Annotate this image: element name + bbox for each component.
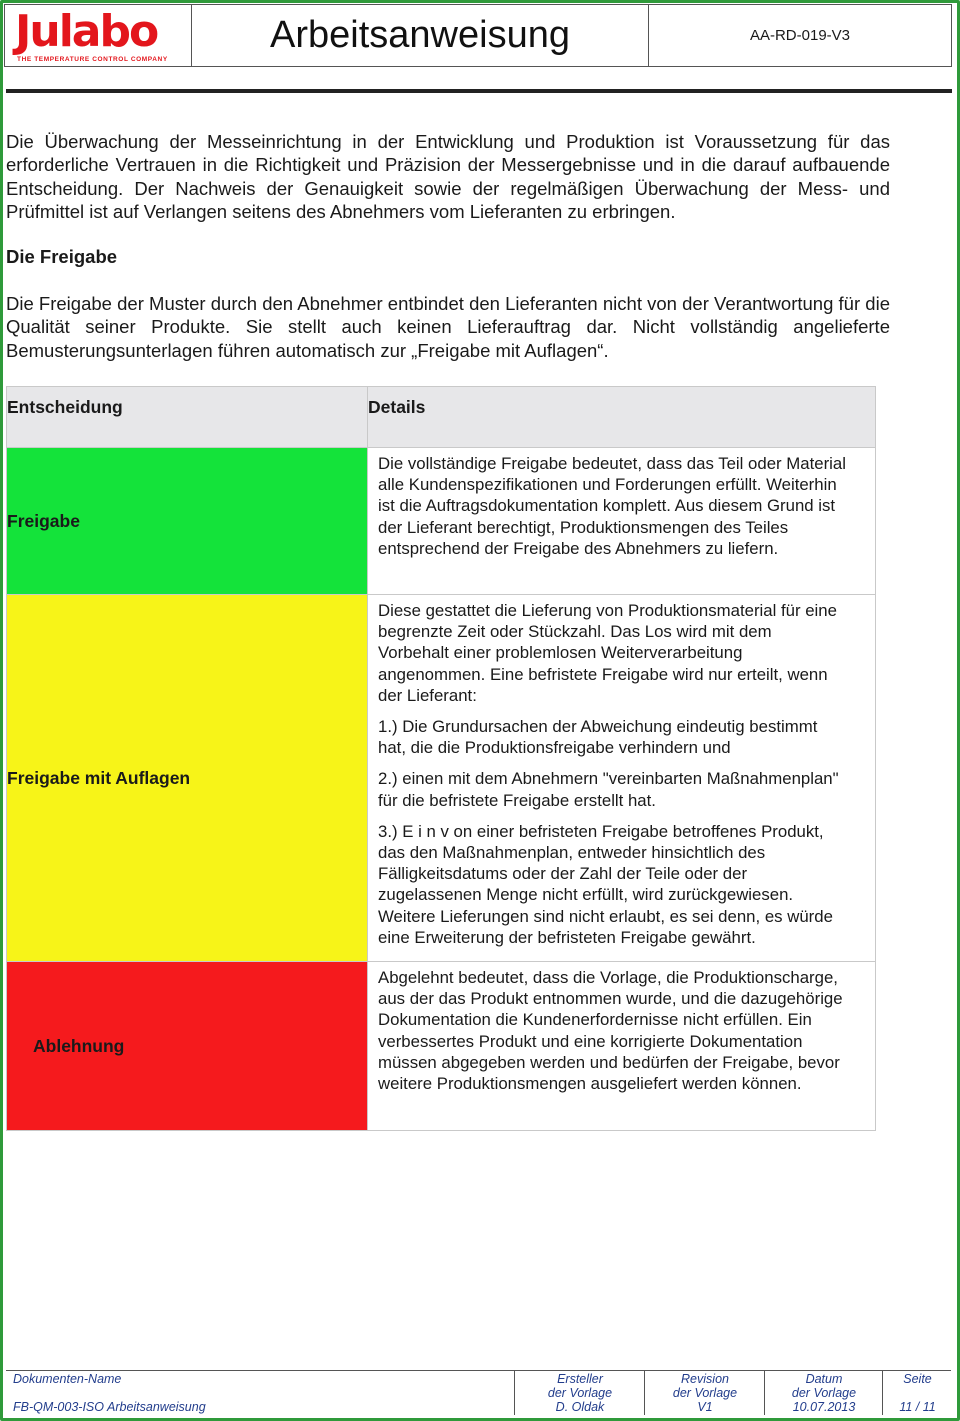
details-text: 1.) Die Grundursachen der Abweichung eindeutig bestimmt hat, die die Produktionsfreigabe verhindern und — [378, 717, 818, 758]
col-header-decision: Entscheidung — [7, 387, 368, 448]
table-row — [7, 595, 876, 962]
details-cell — [368, 448, 876, 595]
details-text: Die vollständige Freigabe bedeutet, dass das Teil oder Material alle Kundenspezifikationen und Forderungen erfüllt. Weiterhin ist die Auftragsdokumentation komplett. Aus diesem Grund ist der Lieferant berechtigt, Produktionsmengen des Teiles entsprechend der Freigabe des Abnehmers zu liefern. — [378, 454, 846, 558]
table-row — [7, 962, 876, 1131]
decision-cell-release: Freigabe — [7, 448, 368, 595]
details-cell — [368, 595, 876, 962]
footer-date: Datum der Vorlage 10.07.2013 — [764, 1371, 883, 1415]
header-divider — [6, 89, 952, 93]
details-text: Diese gestattet die Lieferung von Produktionsmaterial für eine begrenzte Zeit oder Stückzahl. Das Los wird mit dem Vorbehalt einer problemlosen Weiterverarbeitung angenommen. Eine befristete Freigabe wird nur erteilt, wenn der Lieferant: — [378, 601, 837, 705]
intro-paragraph: Die Überwachung der Messeinrichtung in der Entwicklung und Produktion ist Voraussetzung für das erforderliche Vertrauen in die Richtigkeit und Präzision der Messergebnisse und in die darauf aufbauende Entscheidung. Der Nachweis der Genauigkeit sowie der regelmäßigen Überwachung der Mess- und Prüfmittel ist auf Verlangen seitens des Abnehmers vom Lieferanten zu erbringen. — [6, 131, 890, 223]
section-heading: Die Freigabe — [6, 246, 118, 267]
table-row — [7, 448, 876, 595]
document-header — [4, 4, 952, 67]
logo-wordmark: Julabo — [15, 6, 158, 57]
footer-page: Seite 11 / 11 — [882, 1371, 952, 1415]
decision-table — [6, 386, 876, 1131]
details-cell — [368, 962, 876, 1131]
document-title: Arbeitsanweisung — [192, 5, 649, 66]
details-text: Abgelehnt bedeutet, dass die Vorlage, die Produktionscharge, aus der das Produkt entnommen wurde, und die dazugehörige Dokumentation die Kundenerfordernisse nicht erfüllen. Ein verbessertes Produkt und eine korrigierte Dokumentation müssen abgegeben werden und bedürfen der Freigabe, bevor weitere Produktionsmengen ausgeliefert werden können. — [378, 968, 843, 1094]
footer-author: Ersteller der Vorlage D. Oldak — [514, 1371, 645, 1415]
logo-tagline: THE TEMPERATURE CONTROL COMPANY — [17, 56, 168, 63]
footer-revision: Revision der Vorlage V1 — [644, 1371, 765, 1415]
document-footer — [6, 1370, 951, 1415]
table-header-row — [7, 387, 876, 448]
company-logo — [5, 5, 192, 66]
decision-cell-rejection: Ablehnung — [7, 962, 368, 1131]
footer-doc-name: Dokumenten-Name FB-QM-003-ISO Arbeitsanweisung — [13, 1372, 206, 1414]
col-header-details: Details — [368, 387, 876, 448]
document-code: AA-RD-019-V3 — [749, 27, 851, 44]
details-text: 2.) einen mit dem Abnehmern "vereinbarten Maßnahmenplan" für die befristete Freigabe erstellt hat. — [378, 769, 839, 810]
release-paragraph: Die Freigabe der Muster durch den Abnehmer entbindet den Lieferanten nicht von der Verantwortung für die Qualität seiner Produkte. Sie stellt auch keinen Lieferauftrag dar. Nicht vollständig angelieferte Bemusterungsunterlagen führen automatisch zur „Freigabe mit Auflagen“. — [6, 293, 890, 361]
decision-cell-conditional: Freigabe mit Auflagen — [7, 595, 368, 962]
details-text: 3.) E i n v on einer befristeten Freigabe betroffenes Produkt, das den Maßnahmenplan, entweder hinsichtlich des Fälligkeitsdatums oder der Zahl der Teile oder der zugelassenen Menge nicht erfüllt, wird zurückgewiesen. Weitere Lieferungen sind nicht erlaubt, es sei denn, es würde eine Erweiterung der befristeten Freigabe gewährt. — [378, 821, 833, 947]
